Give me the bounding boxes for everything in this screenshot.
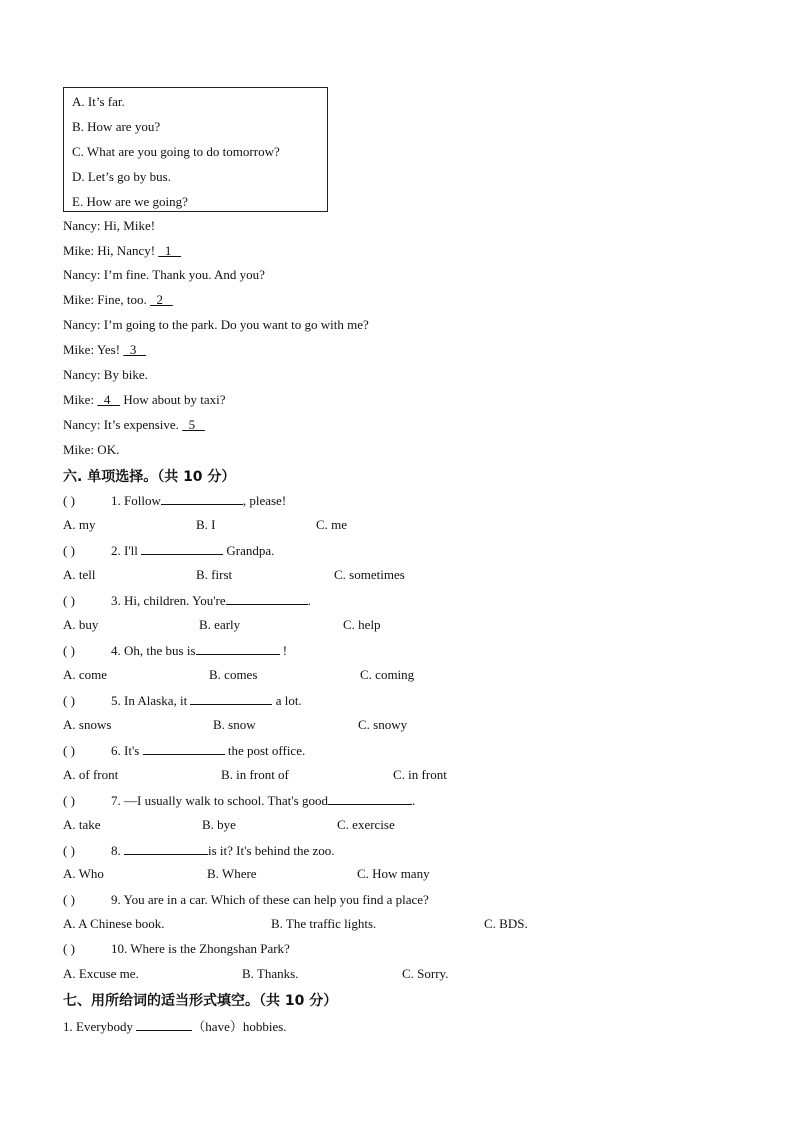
choice-b[interactable]: B. early <box>199 617 241 632</box>
question-2 <box>63 542 274 559</box>
dialogue-line-7: Nancy: By bike. <box>63 367 148 382</box>
choice-b[interactable]: B. in front of <box>221 767 289 782</box>
fill-question-1 <box>63 1016 287 1035</box>
dialogue-text: Mike: Hi, Nancy! <box>63 243 159 258</box>
choice-b[interactable]: B. first <box>196 567 233 582</box>
question-blank[interactable] <box>143 742 225 755</box>
section-6-heading: 六. 单项选择。（共 10 分） <box>63 469 236 485</box>
question-text: hobbies. <box>242 1019 287 1034</box>
choice-b[interactable]: B. Thanks. <box>242 966 299 981</box>
question-blank[interactable] <box>124 842 208 855</box>
question-8 <box>63 842 335 859</box>
dialogue-blank-5[interactable]: 5 <box>182 417 205 432</box>
question-text: 8. <box>111 843 124 858</box>
answer-paren[interactable]: ( ) <box>63 593 75 608</box>
choice-b[interactable]: B. bye <box>202 817 236 832</box>
dialogue-line-10: Mike: OK. <box>63 442 120 457</box>
choice-c[interactable]: C. exercise <box>337 817 395 832</box>
question-3 <box>63 592 311 609</box>
question-blank[interactable] <box>136 1018 192 1031</box>
question-text: 10. Where is the Zhongshan Park? <box>111 941 290 956</box>
question-blank[interactable] <box>161 492 243 505</box>
question-blank[interactable] <box>141 542 223 555</box>
question-text: , please! <box>242 493 287 508</box>
option-c: C. What are you going to do tomorrow? <box>72 144 280 159</box>
question-10 <box>63 941 290 957</box>
choice-a[interactable]: A. Who <box>63 866 104 881</box>
choice-b[interactable]: B. Where <box>207 866 257 881</box>
question-blank[interactable] <box>196 642 280 655</box>
question-1 <box>63 492 286 509</box>
choice-c[interactable]: C. How many <box>357 866 430 881</box>
choice-a[interactable]: A. A Chinese book. <box>63 916 165 931</box>
answer-paren[interactable]: ( ) <box>63 493 75 508</box>
choice-c[interactable]: C. in front <box>393 767 447 782</box>
dialogue-blank-4[interactable]: 4 <box>97 392 121 407</box>
given-word: （have） <box>192 1019 243 1034</box>
answer-paren[interactable]: ( ) <box>63 543 75 558</box>
question-text: 9. You are in a car. Which of these can help you find a place? <box>111 892 429 907</box>
choice-a[interactable]: A. come <box>63 667 108 682</box>
choice-b[interactable]: B. The traffic lights. <box>271 916 377 931</box>
dialogue-line-5: Nancy: I’m going to the park. Do you want to go with me? <box>63 317 369 332</box>
dialogue-blank-2[interactable]: 2 <box>150 292 173 307</box>
question-blank[interactable] <box>190 692 272 705</box>
dialogue-blank-1[interactable]: 1 <box>158 243 182 258</box>
option-a: A. It’s far. <box>72 94 125 109</box>
question-text: the post office. <box>224 743 306 758</box>
option-d: D. Let’s go by bus. <box>72 169 171 184</box>
dialogue-text: Mike: Yes! <box>63 342 124 357</box>
answer-paren[interactable]: ( ) <box>63 643 75 658</box>
question-7 <box>63 792 415 809</box>
question-text: Grandpa. <box>223 543 275 558</box>
question-text: is it? It's behind the zoo. <box>208 843 335 858</box>
answer-paren[interactable]: ( ) <box>63 941 75 956</box>
question-text: 2. I'll <box>111 543 142 558</box>
choice-c[interactable]: C. help <box>343 617 381 632</box>
answer-paren[interactable]: ( ) <box>63 693 75 708</box>
question-text: a lot. <box>272 693 302 708</box>
dialogue-text: Mike: <box>63 392 98 407</box>
question-blank[interactable] <box>226 592 308 605</box>
dialogue-blank-3[interactable]: 3 <box>123 342 147 357</box>
option-e: E. How are we going? <box>72 194 188 209</box>
question-text: ! <box>279 643 288 658</box>
choice-c[interactable]: C. sometimes <box>334 567 405 582</box>
option-b: B. How are you? <box>72 119 161 134</box>
dialogue-text: How about by taxi? <box>120 392 226 407</box>
dialogue-line-3: Nancy: I’m fine. Thank you. And you? <box>63 267 265 282</box>
choice-b[interactable]: B. I <box>196 517 216 532</box>
question-text: 6. It's <box>111 743 143 758</box>
answer-paren[interactable]: ( ) <box>63 743 75 758</box>
question-text: . <box>307 593 311 608</box>
question-text: 1. Everybody <box>63 1019 137 1034</box>
section-7-heading: 七、用所给词的适当形式填空。（共 10 分） <box>63 993 338 1009</box>
question-text: 3. Hi, children. You're <box>111 593 226 608</box>
choice-c[interactable]: C. me <box>316 517 348 532</box>
dialogue-line-9 <box>63 417 205 433</box>
choice-c[interactable]: C. BDS. <box>484 916 528 931</box>
choice-c[interactable]: C. Sorry. <box>402 966 449 981</box>
choice-a[interactable]: A. buy <box>63 617 99 632</box>
choice-a[interactable]: A. snows <box>63 717 112 732</box>
question-text: 1. Follow <box>111 493 161 508</box>
choice-a[interactable]: A. take <box>63 817 101 832</box>
dialogue-line-8 <box>63 392 225 408</box>
answer-paren[interactable]: ( ) <box>63 793 75 808</box>
question-4 <box>63 642 287 659</box>
dialogue-line-1: Nancy: Hi, Mike! <box>63 218 156 233</box>
dialogue-text: Nancy: It’s expensive. <box>63 417 183 432</box>
choice-c[interactable]: C. snowy <box>358 717 408 732</box>
choice-b[interactable]: B. snow <box>213 717 256 732</box>
answer-paren[interactable]: ( ) <box>63 843 75 858</box>
question-6 <box>63 742 305 759</box>
question-text: 5. In Alaska, it <box>111 693 191 708</box>
choice-a[interactable]: A. my <box>63 517 96 532</box>
question-5 <box>63 692 302 709</box>
question-9 <box>63 892 429 908</box>
choice-a[interactable]: A. tell <box>63 567 96 582</box>
question-blank[interactable] <box>328 792 412 805</box>
options-box <box>63 87 328 212</box>
question-text: 4. Oh, the bus is <box>111 643 196 658</box>
dialogue-line-2 <box>63 243 181 259</box>
choice-a[interactable]: A. Excuse me. <box>63 966 139 981</box>
answer-paren[interactable]: ( ) <box>63 892 75 907</box>
dialogue-line-6 <box>63 342 146 358</box>
choice-b[interactable]: B. comes <box>209 667 258 682</box>
question-text: 7. —I usually walk to school. That's good <box>111 793 328 808</box>
choice-a[interactable]: A. of front <box>63 767 119 782</box>
question-text: . <box>411 793 416 808</box>
dialogue-line-4 <box>63 292 173 308</box>
choice-c[interactable]: C. coming <box>360 667 415 682</box>
dialogue-text: Mike: Fine, too. <box>63 292 151 307</box>
